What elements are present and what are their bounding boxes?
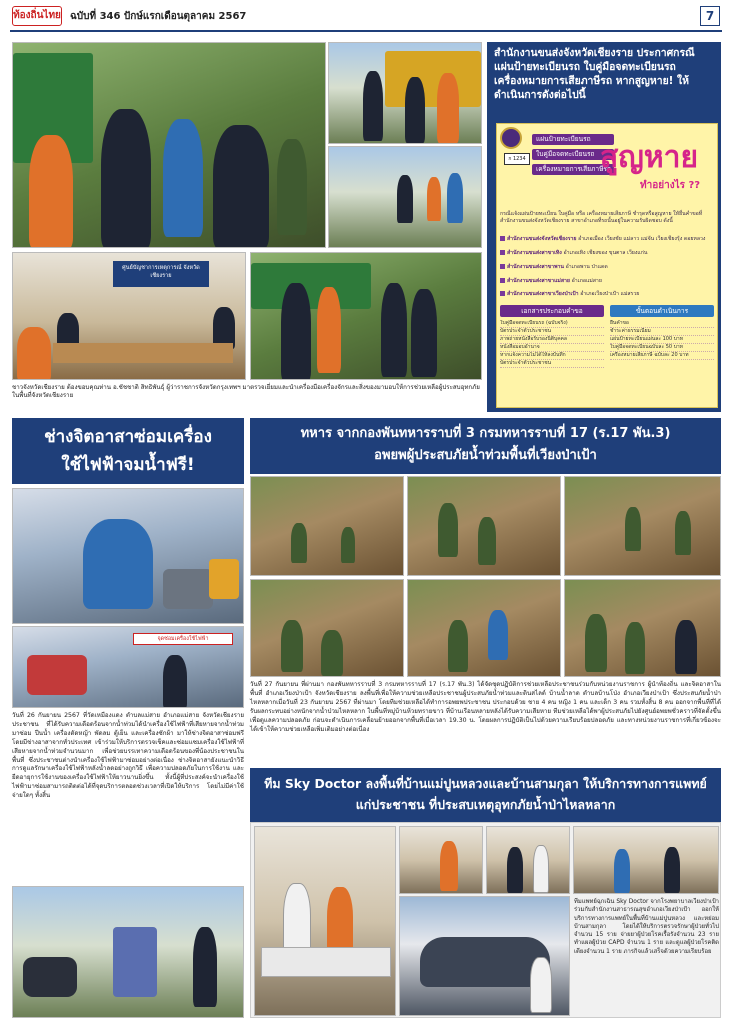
person-figure [448, 620, 468, 672]
person-figure [411, 289, 437, 377]
step-item: ใบคู่มือจดทะเบียนฉบับละ 50 บาท [610, 344, 714, 352]
office-area: อำเภอพาน ป่าแดด [565, 264, 608, 270]
office-row [500, 250, 714, 257]
building-icon [500, 236, 505, 241]
office-name: สำนักงานขนส่งจังหวัดเชียงราย [507, 236, 577, 242]
document-item: ใบคู่มือจดทะเบียนรถ (ฉบับจริง) [500, 320, 604, 328]
office-row [500, 291, 714, 298]
office-name: สำนักงานขนส่งสาขาเทิง [507, 250, 562, 256]
repair-headline-line2: ใช้ไฟฟ้าจมน้ำฟรี! [61, 455, 195, 475]
person-figure [664, 847, 680, 893]
photo-command-center-meeting [12, 252, 246, 380]
repair-booth-sign: จุดซ่อมเครื่องใช้ไฟฟ้า [133, 633, 233, 645]
photo-soldiers-6 [564, 579, 721, 677]
person-figure [363, 71, 383, 141]
building-icon [500, 250, 505, 255]
person-figure [625, 622, 645, 674]
truck-shape [251, 263, 371, 309]
photo-medical-tent-4 [573, 826, 719, 894]
poster-how-subheading: ทำอย่างไร ?? [640, 180, 701, 191]
bin-shape [113, 927, 157, 997]
office-row [500, 264, 714, 271]
person-figure [427, 177, 441, 221]
skydoctor-article-body: ทีมแพทย์ฉุกเฉิน Sky Doctor จากโรงพยาบาลเวียงป่าเป้าร่วมกับสำนักงานสาธารณสุขอำเภอเวียงป่าเป้า ออกให้บริการทางการแพทย์ในพื้นที่บ้านแม่ปูนหลวง และหย่อมบ้านสามกุลา โดยได้ให้บริการตรวจรักษาผู้ป่วยทั่วไปจำนวน 15 ราย จ่ายยาผู้ป่วยโรคเรื้อรังจำนวน 23 ราย ทำแผลผู้ป่วย CAPD จำนวน 1 ราย และดูแลผู้ป่วยโรคติดเตียงจำนวน 1 ราย ภารกิจแล้วเสร็จด้วยความเรียบร้อย [574, 899, 719, 955]
person-figure [585, 614, 607, 672]
person-figure [163, 655, 187, 708]
license-plate-icon: ก 1234 [504, 153, 530, 165]
soldier-headline [250, 423, 721, 467]
photo-soldiers-3 [564, 476, 721, 576]
office-row [500, 236, 714, 243]
person-figure [281, 620, 303, 672]
step-item: ชำระค่าธรรมเนียม [610, 328, 714, 336]
person-figure [83, 519, 153, 609]
steps-list [610, 320, 714, 360]
supply-table [261, 947, 391, 977]
page-number: 7 [700, 6, 720, 26]
photo-medical-tent-1 [254, 826, 396, 1016]
person-figure [163, 119, 203, 237]
document-item: บัตรประจำตัวประชาชน [500, 360, 604, 368]
poster-item-book: ใบคู่มือจดทะเบียนรถ [532, 149, 614, 160]
building-icon [500, 278, 505, 283]
photo-field-inspection [250, 252, 482, 380]
photo-helicopter [399, 896, 570, 1016]
office-name: สำนักงานขนส่งสาขาแม่สาย [507, 278, 570, 284]
person-figure [281, 283, 311, 380]
person-figure [438, 503, 458, 557]
person-figure [291, 523, 307, 563]
skydoctor-headline-line1: ทีม Sky Doctor ลงพื้นที่บ้านแม่ปูนหลวงและบ้านสามกุลา ให้บริการทางการแพทย์ [264, 776, 707, 791]
person-figure [625, 507, 641, 551]
person-figure [193, 927, 217, 1007]
person-figure [507, 847, 523, 893]
repair-headline [12, 423, 244, 479]
top-photo-caption: ชาวจังหวัดเชียงราย ต้องขอบคุณท่าน อ.ชัชชาติ สิทธิพันธุ์ ผู้ว่าราชการจังหวัดกรุงเทพฯ มาตรวจเยี่ยมและนำเครื่องมือเครื่องจักรและสิ่งของมามอบให้การช่วยเหลือผู้ประสบอุทกภัยในพื้นที่จังหวัดเชียงราย [12, 384, 480, 400]
motor-shape [27, 655, 87, 695]
building-icon [500, 291, 505, 296]
person-figure [381, 283, 407, 377]
photo-soldiers-4 [250, 579, 404, 677]
soldier-headline-line2: อพยพผู้ประสบภัยน้ำท่วมพื้นที่เวียงป่าเป้า [374, 448, 597, 463]
person-figure [440, 841, 458, 891]
page-header [0, 0, 732, 36]
document-item: ภาพถ่ายหนังสือรับรองนิติบุคคล [500, 336, 604, 344]
office-area: อำเภอแม่สาย [571, 278, 602, 284]
meeting-table [53, 343, 233, 363]
skydoctor-headline [250, 773, 721, 815]
poster-item-tax: เครื่องหมายการเสียภาษีรถ [532, 164, 614, 175]
office-row [500, 278, 714, 285]
command-center-sign: ศูนย์บัญชาการเหตุการณ์ จังหวัดเชียงราย [113, 261, 209, 287]
header-divider [10, 30, 722, 32]
truck-shape [385, 51, 481, 107]
step-item: เครื่องหมายเสียภาษี ฉบับละ 20 บาท [610, 352, 714, 360]
dlt-seal-icon [500, 127, 522, 149]
person-figure [533, 845, 549, 893]
photo-truck-supplies [328, 42, 482, 144]
person-figure [397, 175, 413, 223]
photo-medical-tent-2 [399, 826, 483, 894]
documents-list [500, 320, 604, 368]
person-figure [213, 125, 269, 248]
person-figure [478, 517, 496, 565]
document-item: หนังสือมอบอำนาจ [500, 344, 604, 352]
document-item: หากแจ้งความไม่ได้ให้ลงบันทึก [500, 352, 604, 360]
photo-village-road [328, 146, 482, 248]
person-figure [321, 630, 343, 676]
soldier-article-body: วันที่ 27 กันยายน ที่ผ่านมา กองพันทหารราบที่ 3 กรมทหารราบที่ 17 (ร.17 พัน.3) ได้จัดชุดปฏิบัติการช่วยเหลือประชาชนร่วมกับหน่วยงานราชการ ผู้นำท้องถิ่น และจิตอาสาในพื้นที่ อำเภอเวียงป่าเป้า จังหวัดเชียงราย ลงพื้นที่เพื่อให้ความช่วยเหลือประชาชนผู้ประสบภัยน้ำท่วมและดินสไลด์ บ้านน้ำลาด ตำบลบ้านโป่ง อำเภอเวียงป่าเป้า ซึ่งประสบภัยน้ำป่าไหลหลากเมื่อวันที่ 23 กันยายน 2567 ที่ผ่านมา โดยทีมช่วยเหลือได้ทำการอพยพประชาชน ประกอบด้วย ชาย 4 คน หญิง 1 คน และเด็ก 3 คน รวมทั้งสิ้น 8 คน ออกจากพื้นที่ที่ได้รับผลกระทบอย่างหนักจากน้ำป่วมไหลหลาก ในพื้นที่หมู่บ้านห้วยทรายขาว ที่บ้านเรือนหลายหลังได้รับความเสียหาย ทีมช่วยเหลือได้พาผู้ประสบภัยไปยังศูนย์อพยพชั่วคราวที่จัดตั้งขึ้นเพื่อดูแลความปลอดภัย ก่อนจะดำเนินการเคลื่อนย้ายออกจากพื้นที่เมื่อเวลา 19.30 น. โดยผลการปฏิบัติเป็นไปด้วยความเรียบร้อยปลอดภัย และทางหน่วยงานราชการที่เกี่ยวข้องจะได้เข้าให้ความช่วยเหลือเพิ่มเติมอย่างต่อเนื่อง [250, 681, 721, 733]
newspaper-logo: ท้องถิ่นไทย [12, 6, 62, 26]
person-figure [405, 77, 425, 143]
person-figure [317, 287, 341, 373]
office-name: สำนักงานขนส่งสาขาเวียงป่าเป้า [507, 291, 579, 297]
office-name: สำนักงานขนส่งสาขาพาน [507, 264, 564, 270]
photo-medical-tent-3 [486, 826, 570, 894]
motorbike-shape [23, 957, 77, 997]
step-item: ยื่นคำขอ [610, 320, 714, 328]
transport-notice-title: สำนักงานขนส่งจังหวัดเชียงราย ประกาศกรณี แผ่นป้ายทะเบียนรถ ใบคู่มือจดทะเบียนรถ เครื่องหมายการเสียภาษีรถ หากสูญหาย! ให้ดำเนินการดังต่อไปนี้ [494, 47, 695, 101]
issue-line: ฉบับที่ 346 ปักษ์แรกเดือนตุลาคม 2567 [70, 11, 247, 22]
person-figure [101, 109, 151, 248]
poster-item-plate: แผ่นป้ายทะเบียนรถ [532, 134, 614, 145]
photo-soldiers-1 [250, 476, 404, 576]
repair-article-body: วันที่ 26 กันยายน 2567 ที่วัดเหมืองแดง ตำบลแม่สาย อำเภอแม่สาย จังหวัดเชียงราย ประชาชน ที่ได้รับความเดือดร้อนจากน้ำท่วมได้นำเครื่องใช้ไฟฟ้าที่เสียหายจากน้ำท่วมมาซ่อม ปืนน้ำ เครื่องตัดหญ้า พัดลม ตู้เย็น และเครื่องซักผ้า มาให้ช่างจิตอาสาซ่อมฟรี โดยมีช่างอาสาจากทั่วประเทศ เข้าร่วมให้บริการตรวจเช็คและซ่อมแซมเครื่องใช้ไฟฟ้าที่เสียหายจากน้ำท่วมจำนวนมาก เพื่อช่วยบรรเทาความเดือดร้อนของพี่น้องประชาชนในพื้นที่ ซึ่งประชาชนต่างนำเครื่องใช้ไฟฟ้ามาซ่อมอย่างต่อเนื่อง ช่างจิตอาสายังแนะนำวิธีการดูแลรักษาเครื่องใช้ไฟฟ้าหลังน้ำลดอย่างถูกวิธี เพื่อความปลอดภัยในการใช้งาน และยืดอายุการใช้งานของเครื่องใช้ไฟฟ้าให้ยาวนานยิ่งขึ้น ทั้งนี้ผู้ที่ประสงค์จะนำเครื่องใช้ไฟฟ้ามาซ่อมสามารถติดต่อได้ที่จุดบริการตลอดช่วงเวลาที่เปิดให้บริการ โดยไม่มีค่าใช้จ่ายใดๆ ทั้งสิ้น [12, 712, 244, 800]
poster-lost-heading: สูญหาย [600, 140, 699, 175]
office-area: อำเภอเมือง เวียงชัย แม่ลาว แม่จัน เวียงเชียงรุ้ง ดอยหลวง [578, 236, 706, 242]
photo-soldiers-5 [407, 579, 561, 677]
fuel-tank-shape [209, 559, 239, 599]
documents-heading: เอกสารประกอบคำขอ [500, 305, 604, 317]
building-icon [500, 264, 505, 269]
soldier-headline-line1: ทหาร จากกองพันทหารราบที่ 3 กรมทหารราบที่ 17 (ร.17 พัน.3) [300, 426, 671, 441]
office-area: อำเภอเทิง เชียงของ ขุนตาล เวียงแก่น [563, 250, 648, 256]
photo-repair-booth [12, 626, 244, 708]
person-figure [341, 527, 355, 563]
repair-headline-line1: ช่างจิตอาสาซ่อมเครื่อง [44, 427, 212, 447]
photo-soldiers-2 [407, 476, 561, 576]
person-figure [277, 139, 307, 235]
photo-governor-visit [12, 42, 326, 248]
person-figure [437, 73, 459, 143]
skydoctor-headline-line2: แก่ประชาชน ที่ประสบเหตุอุทกภัยน้ำป่าไหลหลาก [355, 797, 616, 812]
person-figure [675, 511, 691, 555]
poster-intro-text: กรณีแจ้งแผ่นป้ายทะเบียน ใบคู่มือ หรือ เครื่องหมายเสียภาษี ชำรุดหรือสูญหาย ให้ยื่นคำขอที่สำนักงานขนส่งจังหวัดเชียงราย สาขาอำเภอที่รถนั้นอยู่ในความรับผิดชอบ ดังนี้ [500, 211, 703, 224]
water-pump-shape [163, 569, 213, 609]
person-figure [675, 620, 697, 674]
person-figure [614, 849, 630, 893]
photo-volunteer-repair [12, 488, 244, 624]
person-figure [488, 610, 508, 660]
person-figure [447, 173, 463, 223]
person-figure [530, 957, 552, 1013]
document-item: บัตรประจำตัวประชาชน [500, 328, 604, 336]
steps-heading: ขั้นตอนดำเนินการ [610, 305, 714, 317]
photo-repair-crowd [12, 886, 244, 1018]
step-item: แผ่นป้ายทะเบียนแผ่นละ 100 บาท [610, 336, 714, 344]
person-figure [17, 327, 51, 380]
person-figure [29, 135, 73, 248]
office-area: อำเภอเวียงป่าเป้า แม่สรวย [580, 291, 640, 297]
